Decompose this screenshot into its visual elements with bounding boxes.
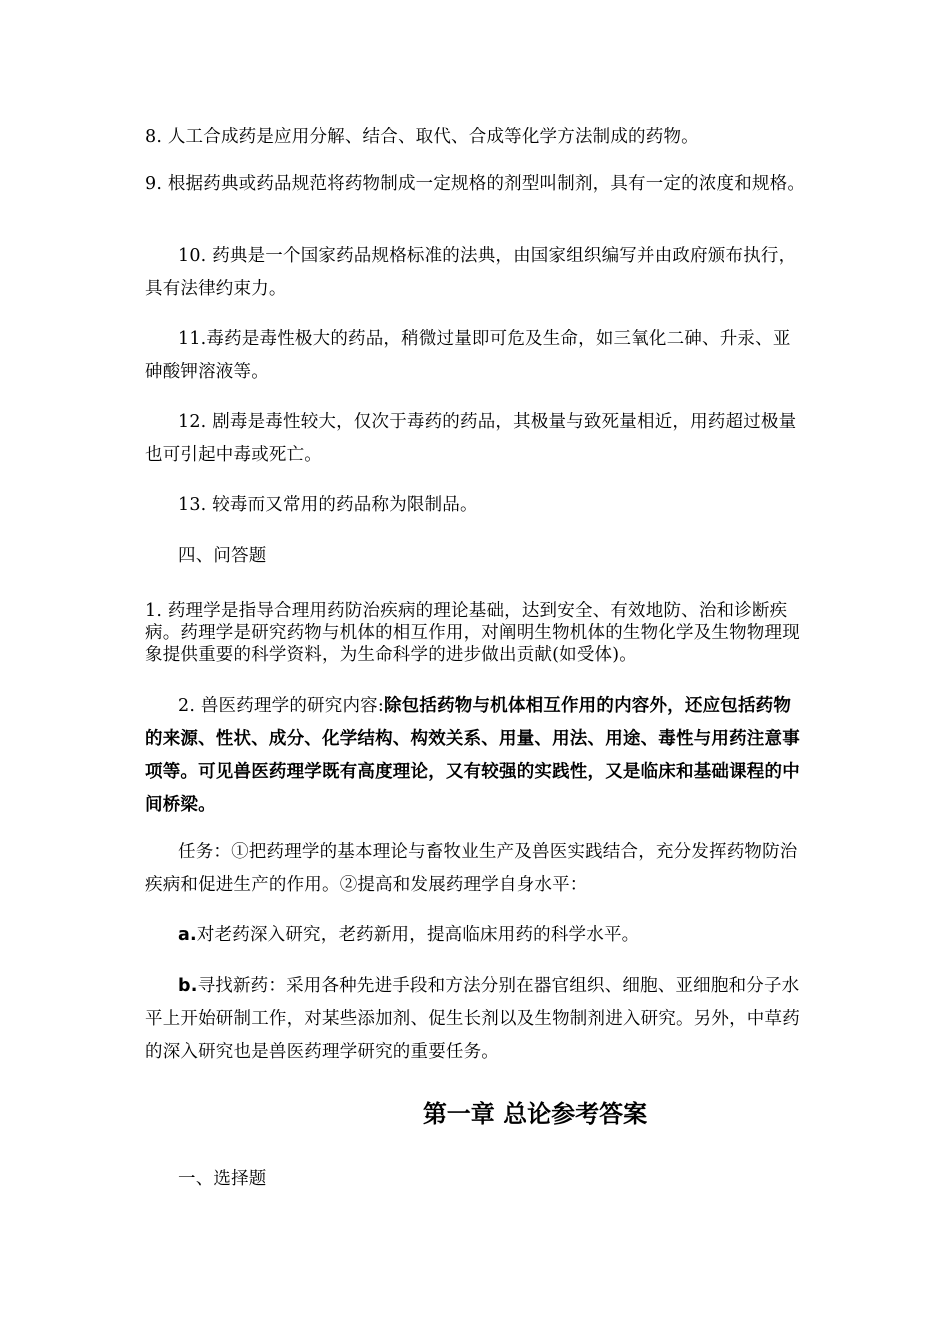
task-a-text: 对老药深入研究，老药新用，提高临床用药的科学水平。 <box>196 925 640 945</box>
answer-2-body: 除包括药物与机体相互作用的内容外，还应包括药物的来源、性状、成分、化学结构、构效关系、用量、用法、用途、毒性与用药注意事项等。可见兽医药理学既有高度理论，又有较强的实践性，又是临床和基础课程的中间桥梁。 <box>145 696 800 815</box>
item-9: 9. 根据药典或药品规范将药物制成一定规格的剂型叫制剂，具有一定的浓度和规格。 <box>145 174 806 194</box>
section-heading-qa: 四、问答题 <box>178 546 267 566</box>
answer-2 <box>145 690 808 822</box>
task-paragraph: 任务：①把药理学的基本理论与畜牧业生产及兽医实践结合，充分发挥药物防治疾病和促进生产的作用。②提高和发展药理学自身水平： <box>145 842 798 895</box>
chapter-title: 第一章 总论参考答案 <box>422 1100 648 1128</box>
section-heading-choice: 一、选择题 <box>178 1169 267 1189</box>
item-10: 10. 药典是一个国家药品规格标准的法典，由国家组织编写并由政府颁布执行，具有法律约束力。 <box>145 246 797 299</box>
item-11: 11.毒药是毒性极大的药品，稍微过量即可危及生命，如三氧化二砷、升汞、亚砷酸钾溶液等。 <box>145 329 791 382</box>
task-b-label: b. <box>178 976 198 996</box>
task-b-text: 寻找新药：采用各种先进手段和方法分别在器官组织、细胞、亚细胞和分子水平上开始研制工作，对某些添加剂、促生长剂以及生物制剂进入研究。另外，中草药的深入研究也是兽医药理学研究的重要任务。 <box>145 976 800 1062</box>
answer-2-prefix: 2. 兽医药理学的研究内容: <box>178 696 384 716</box>
task-b <box>145 970 808 1069</box>
answer-1: 1. 药理学是指导合理用药防治疾病的理论基础，达到安全、有效地防、治和诊断疾病。药理学是研究药物与机体的相互作用，对阐明生物机体的生物化学及生物物理现象提供重要的科学资料，为生命科学的进步做出贡献(如受体)。 <box>145 601 800 665</box>
item-8: 8. 人工合成药是应用分解、结合、取代、合成等化学方法制成的药物。 <box>145 127 699 147</box>
task-a-label: a. <box>178 925 197 945</box>
item-12: 12. 剧毒是毒性较大，仅次于毒药的药品，其极量与致死量相近，用药超过极量也可引起中毒或死亡。 <box>145 412 797 465</box>
item-13: 13. 较毒而又常用的药品称为限制品。 <box>178 495 478 515</box>
task-a <box>145 919 808 952</box>
